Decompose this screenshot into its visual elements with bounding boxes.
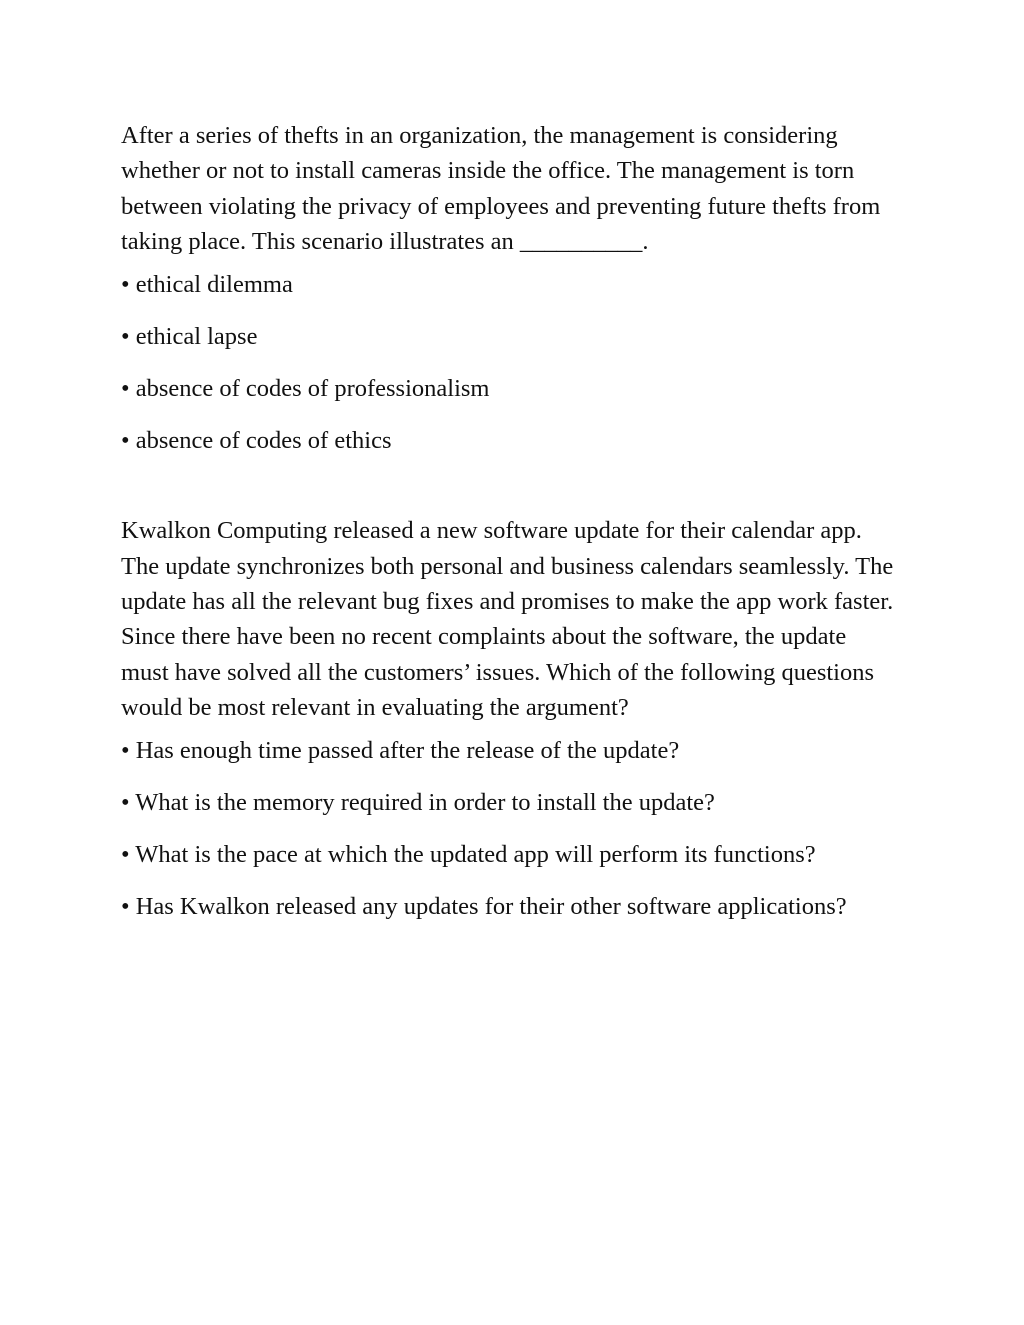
question-1-option-2 [121,319,896,354]
question-1-option-3 [121,371,896,406]
question-2 [121,513,896,924]
option-label: What is the memory required in order to install the update? [135,789,715,817]
option-label: Has Kwalkon released any updates for their other software applications? [135,893,847,921]
bullet-icon: • [121,737,130,765]
bullet-icon: • [121,789,130,817]
question-1-text: After a series of thefts in an organization, the management is considering whether or not to install cameras inside the office. The management is torn between violating the privacy of employees and preventing future thefts from taking place. This scenario illustrates an __________. [121,122,881,255]
document-page [121,118,896,941]
bullet-icon: • [121,323,130,351]
question-2-option-2 [121,785,896,820]
option-label: absence of codes of ethics [135,427,392,455]
bullet-icon: • [121,375,130,403]
question-2-option-3 [121,837,896,872]
question-1-option-1 [121,267,896,302]
option-label: Has enough time passed after the release of the update? [135,737,680,765]
question-1-options [121,267,896,458]
option-label: What is the pace at which the updated app will perform its functions? [135,841,816,869]
bullet-icon: • [121,271,130,299]
bullet-icon: • [121,427,130,455]
question-2-text: Kwalkon Computing released a new software update for their calendar app. The update synchronizes both personal and business calendars seamlessly. The update has all the relevant bug fixes and promises to make the app work faster. Since there have been no recent complaints about the software, the update must have solved all the customers’ issues. Which of the following questions would be most relevant in evaluating the argument? [121,517,894,721]
option-label: ethical dilemma [135,271,293,299]
question-1-option-4 [121,423,896,458]
question-2-options [121,733,896,924]
bullet-icon: • [121,841,130,869]
bullet-icon: • [121,893,130,921]
option-label: absence of codes of professionalism [135,375,490,403]
question-2-option-4 [121,889,896,924]
question-1 [121,118,896,458]
option-label: ethical lapse [135,323,258,351]
question-2-option-1 [121,733,896,768]
